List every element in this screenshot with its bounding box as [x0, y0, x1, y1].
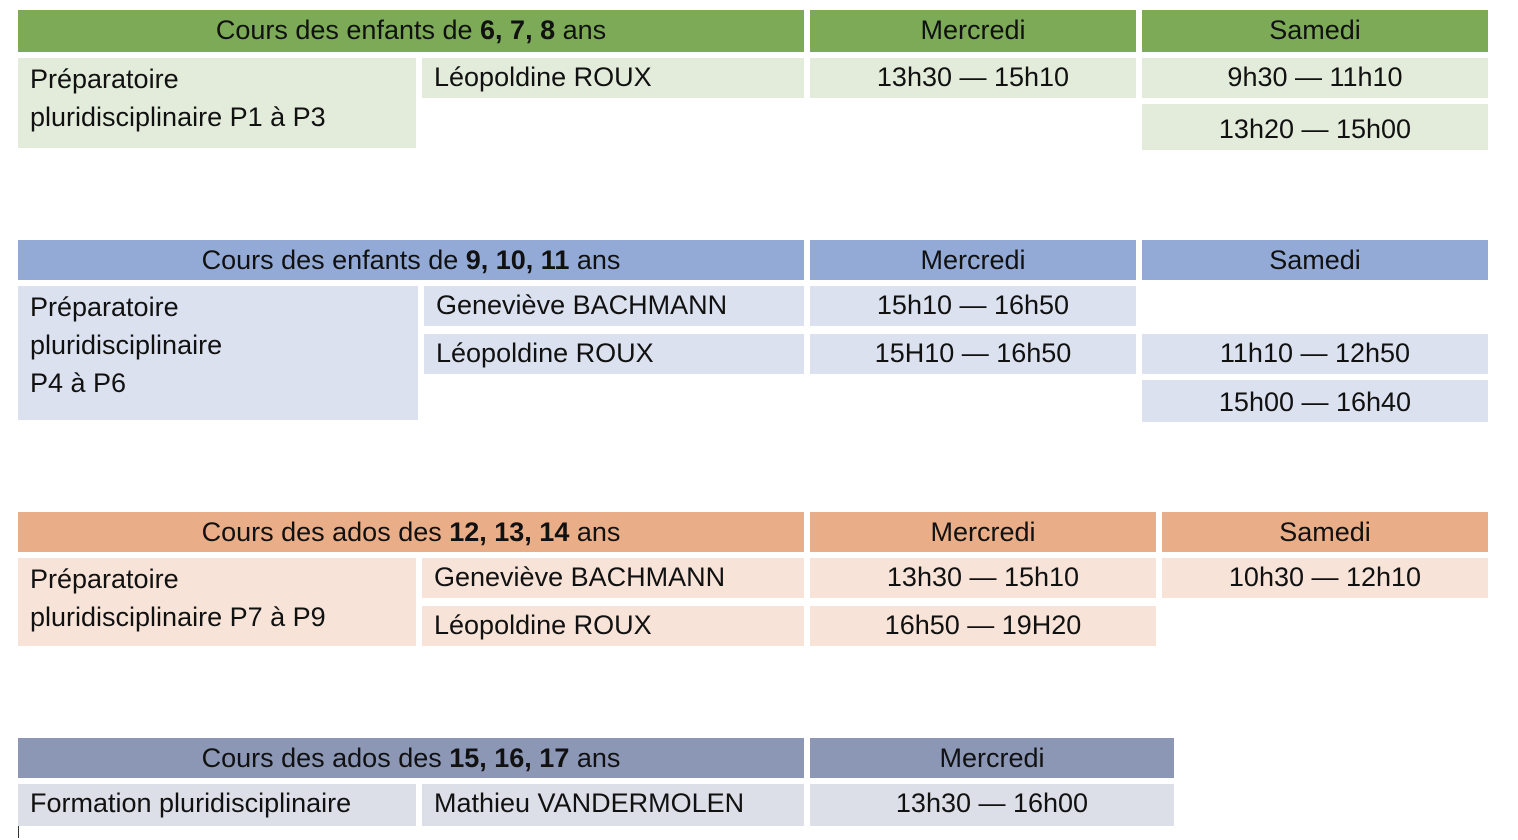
header-ages: 6, 7, 8	[480, 15, 556, 45]
column-header-samedi: Samedi	[1162, 512, 1488, 552]
section-header	[18, 738, 804, 778]
course-name: Préparatoire pluridisciplinaire P1 à P3	[18, 58, 416, 148]
course-line: pluridisciplinaire	[30, 330, 223, 360]
time-slot: 11h10 — 12h50	[1142, 334, 1488, 374]
teacher-name: Geneviève BACHMANN	[424, 286, 804, 326]
header-ages: 12, 13, 14	[449, 517, 570, 547]
header-suffix: ans	[555, 15, 607, 45]
header-prefix: Cours des ados des	[201, 743, 450, 773]
header-prefix: Cours des enfants de	[215, 15, 481, 45]
course-name	[18, 286, 418, 420]
teacher-name: Mathieu VANDERMOLEN	[422, 784, 804, 826]
teacher-name: Geneviève BACHMANN	[422, 558, 804, 598]
teacher-name: Léopoldine ROUX	[424, 334, 804, 374]
column-header-samedi: Samedi	[1142, 240, 1488, 280]
time-slot: 15h10 — 16h50	[810, 286, 1136, 326]
column-header-mercredi: Mercredi	[810, 240, 1136, 280]
course-line: P4 à P6	[30, 368, 127, 398]
time-slot: 13h30 — 15h10	[810, 58, 1136, 98]
time-slot: 9h30 — 11h10	[1142, 58, 1488, 98]
column-header-mercredi: Mercredi	[810, 738, 1174, 778]
course-name: Préparatoire pluridisciplinaire P7 à P9	[18, 558, 416, 646]
course-line: Préparatoire	[30, 292, 179, 322]
time-slot: 10h30 — 12h10	[1162, 558, 1488, 598]
header-suffix: ans	[569, 245, 621, 275]
time-slot: 13h30 — 16h00	[810, 784, 1174, 826]
teacher-name: Léopoldine ROUX	[422, 606, 804, 646]
time-slot: 13h20 — 15h00	[1142, 104, 1488, 150]
section-header	[18, 10, 804, 52]
column-header-mercredi: Mercredi	[810, 512, 1156, 552]
time-slot: 15H10 — 16h50	[810, 334, 1136, 374]
section-header	[18, 240, 804, 280]
time-slot: 16h50 — 19H20	[810, 606, 1156, 646]
column-header-mercredi: Mercredi	[810, 10, 1136, 52]
teacher-name: Léopoldine ROUX	[422, 58, 804, 98]
header-ages: 9, 10, 11	[465, 245, 570, 275]
header-prefix: Cours des ados des	[201, 517, 450, 547]
time-slot: 13h30 — 15h10	[810, 558, 1156, 598]
course-name: Formation pluridisciplinaire	[18, 784, 416, 826]
section-header	[18, 512, 804, 552]
column-header-samedi: Samedi	[1142, 10, 1488, 52]
header-suffix: ans	[569, 743, 621, 773]
cursor-mark	[18, 826, 19, 838]
header-prefix: Cours des enfants de	[201, 245, 466, 275]
time-slot: 15h00 — 16h40	[1142, 380, 1488, 422]
header-suffix: ans	[569, 517, 621, 547]
header-ages: 15, 16, 17	[449, 743, 570, 773]
